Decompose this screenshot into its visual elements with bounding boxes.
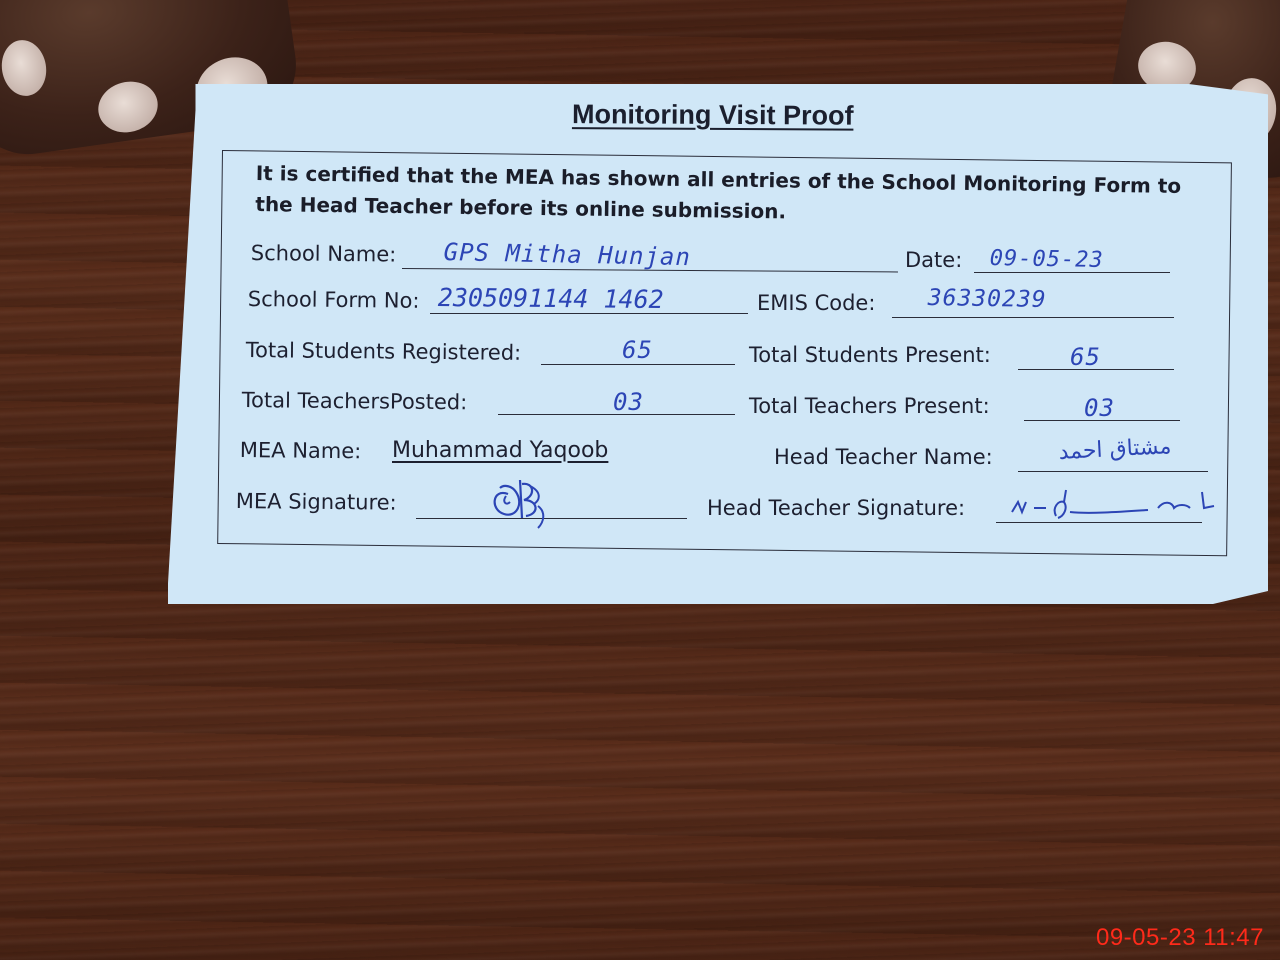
teachers-present-label: Total Teachers Present:	[749, 394, 990, 418]
head-teacher-signature-label: Head Teacher Signature:	[707, 496, 966, 520]
head-teacher-name-line	[1018, 471, 1208, 472]
students-present-value: 65	[1070, 343, 1101, 371]
teachers-posted-value: 03	[613, 388, 644, 416]
students-registered-line	[541, 364, 735, 365]
date-value: 09-05-23	[989, 246, 1104, 273]
page-title: Monitoring Visit Proof	[571, 99, 854, 131]
mea-name-label: MEA Name:	[239, 438, 362, 464]
school-name-label: School Name:	[250, 241, 397, 267]
head-teacher-name-value: مشتاق احمد	[1058, 434, 1172, 465]
form-no-label: School Form No:	[247, 287, 420, 313]
school-name-value: GPS Mitha Hunjan	[443, 238, 692, 272]
photo-timestamp: 09-05-23 11:47	[1095, 924, 1264, 951]
students-registered-value: 65	[622, 336, 653, 364]
head-teacher-signature-mark	[1008, 478, 1223, 528]
emis-label: EMIS Code:	[757, 291, 876, 315]
teachers-present-value: 03	[1084, 394, 1115, 422]
certification-text: It is certified that the MEA has shown all entries of the School Monitoring Form to the Head Teacher before its online submission.	[255, 160, 1182, 224]
students-present-label: Total Students Present:	[749, 343, 991, 367]
mea-signature-label: MEA Signature:	[235, 489, 397, 515]
head-teacher-name-label: Head Teacher Name:	[774, 445, 993, 469]
date-label: Date:	[905, 248, 963, 272]
emis-value: 36330239	[927, 285, 1047, 314]
emis-line	[892, 317, 1174, 318]
teachers-posted-label: Total TeachersPosted:	[241, 388, 468, 415]
form-no-value: 2305091144 1462	[437, 283, 664, 314]
students-registered-label: Total Students Registered:	[245, 338, 522, 365]
mea-name-value: Muhammad Yaqoob	[392, 438, 609, 463]
mea-signature-mark	[482, 466, 562, 536]
